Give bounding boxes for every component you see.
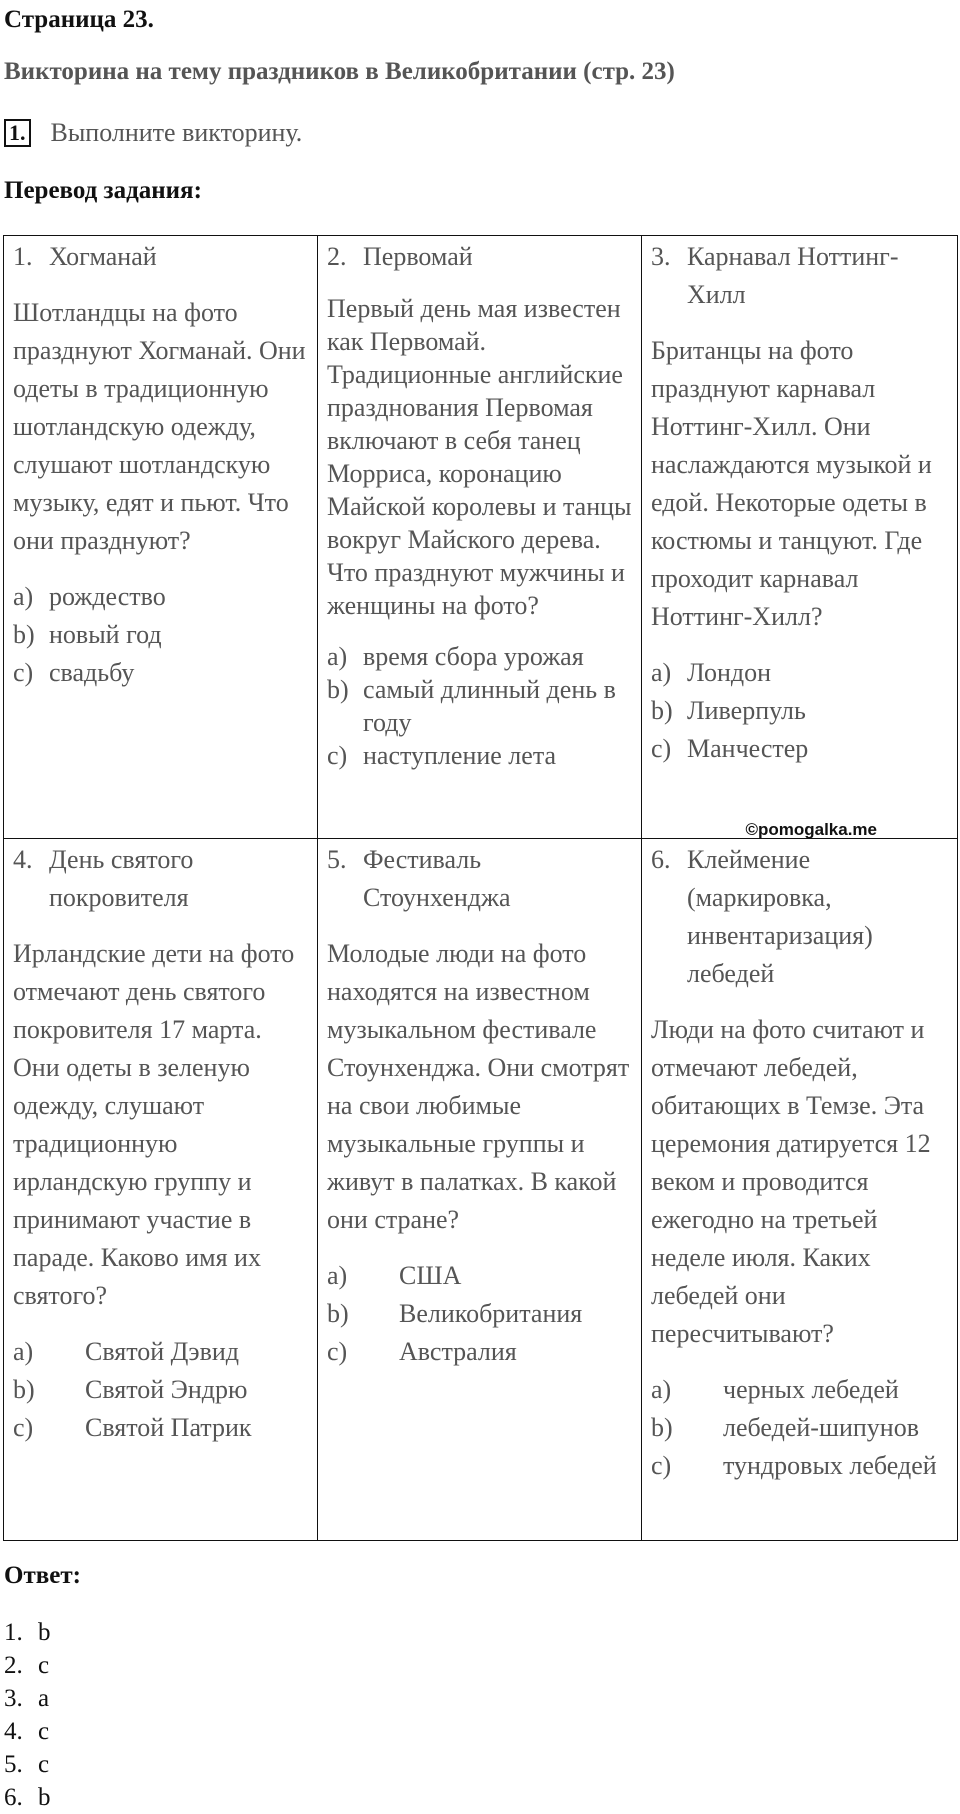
quiz-title: Карнавал Ноттинг-Хилл (687, 242, 899, 309)
option-text: Лондон (687, 658, 772, 687)
answer-item (4, 1715, 51, 1748)
quiz-title: Первомай (363, 242, 473, 271)
quiz-number: 4. (13, 845, 33, 874)
answer-item (4, 1781, 51, 1814)
option-letter: b) (13, 620, 35, 649)
quiz-option (327, 739, 633, 772)
quiz-cell-3 (642, 236, 957, 839)
quiz-option (13, 616, 309, 654)
option-letter: b) (13, 1375, 35, 1404)
quiz-options (13, 578, 309, 692)
answer-item (4, 1649, 51, 1682)
answer-value: c (38, 1652, 50, 1679)
quiz-option (327, 1295, 633, 1333)
option-letter: a) (651, 658, 672, 687)
answer-number: 1. (4, 1619, 23, 1646)
quiz-option (13, 654, 309, 692)
option-text: Австралия (399, 1337, 517, 1366)
option-letter: b) (327, 675, 349, 704)
quiz-heading (13, 839, 309, 917)
option-letter: a) (13, 582, 34, 611)
quiz-cell-2 (318, 236, 642, 839)
quiz-question: Люди на фото считают и отмечают лебедей, обитающих в Темзе. Эта церемония датируется 12 веком и проводится ежегодно на третьей неделе июля. Каких лебедей они пересчитывают? (651, 1015, 931, 1348)
option-text: лебедей-шипунов (723, 1413, 919, 1442)
quiz-option (651, 1371, 949, 1409)
option-letter: b) (651, 696, 673, 725)
section-subtitle: Викторина на тему праздников в Великобритании (стр. 23) (4, 58, 675, 85)
option-text: Святой Дэвид (85, 1337, 239, 1366)
quiz-number: 3. (651, 242, 671, 271)
quiz-option (651, 730, 949, 768)
option-letter: c) (327, 741, 348, 770)
watermark: ©pomogalka.me (745, 820, 877, 839)
quiz-option (651, 1409, 949, 1447)
option-text: самый длинный день в году (363, 675, 616, 737)
option-text: время сбора урожая (363, 642, 584, 671)
quiz-cell-6 (642, 839, 957, 1540)
quiz-title: Фестиваль Стоунхенджа (363, 845, 511, 912)
quiz-title: Хогманай (49, 242, 157, 271)
quiz-heading (13, 236, 309, 276)
option-letter: c) (13, 1413, 34, 1442)
answer-number: 2. (4, 1652, 23, 1679)
option-text: рождество (49, 582, 166, 611)
option-letter: c) (13, 658, 34, 687)
answer-number: 6. (4, 1784, 23, 1811)
translation-label: Перевод задания: (4, 177, 202, 204)
answer-number: 4. (4, 1718, 23, 1745)
quiz-question: Британцы на фото празднуют карнавал Ноттинг-Хилл. Они наслаждаются музыкой и едой. Некоторые одеты в костюмы и танцуют. Где проходит карнавал Ноттинг-Хилл? (651, 336, 932, 631)
answer-list (4, 1616, 51, 1814)
option-text: новый год (49, 620, 162, 649)
task-number-box: 1. (4, 119, 31, 147)
quiz-title: День святого покровителя (49, 845, 194, 912)
quiz-cell-4 (4, 839, 318, 1540)
option-text: Святой Патрик (85, 1413, 252, 1442)
quiz-question: Молодые люди на фото находятся на известном музыкальном фестивале Стоунхенджа. Они смотрят на свои любимые музыкальные группы и живут в палатках. В какой они стране? (327, 939, 630, 1234)
quiz-title: Клеймение (маркировка, инвентаризация) лебедей (687, 845, 873, 988)
quiz-cell-1 (4, 236, 318, 839)
quiz-number: 5. (327, 845, 347, 874)
quiz-options (651, 1371, 949, 1485)
option-text: Ливерпуль (687, 696, 806, 725)
option-letter: b) (651, 1413, 673, 1442)
answer-item (4, 1748, 51, 1781)
quiz-option (651, 692, 949, 730)
option-letter: a) (13, 1337, 34, 1366)
quiz-options (327, 640, 633, 772)
quiz-options (327, 1257, 633, 1371)
quiz-option (13, 1371, 309, 1409)
quiz-heading (651, 839, 949, 993)
quiz-option (327, 1333, 633, 1371)
option-text: тундровых лебедей (723, 1451, 937, 1480)
option-text: Великобритания (399, 1299, 583, 1328)
answer-value: b (38, 1784, 51, 1811)
option-text: черных лебедей (723, 1375, 899, 1404)
quiz-question: Первый день мая известен как Первомай. Традиционные английские празднования Первомая включают в себя танец Морриса, коронацию Майской королевы и танцы вокруг Майского дерева. Что празднуют мужчины и женщины на фото? (327, 294, 632, 620)
option-text: наступление лета (363, 741, 557, 770)
quiz-number: 6. (651, 845, 671, 874)
quiz-heading (327, 839, 633, 917)
quiz-heading (651, 236, 949, 314)
answer-number: 3. (4, 1685, 23, 1712)
option-text: США (399, 1261, 462, 1290)
answer-value: c (38, 1718, 50, 1745)
quiz-cell-5 (318, 839, 642, 1540)
option-letter: c) (651, 734, 672, 763)
option-letter: a) (327, 1261, 348, 1290)
option-letter: c) (327, 1337, 348, 1366)
quiz-options (13, 1333, 309, 1447)
answer-number: 5. (4, 1751, 23, 1778)
page-title: Страница 23. (4, 6, 154, 33)
answer-value: a (38, 1685, 50, 1712)
option-text: Святой Эндрю (85, 1375, 248, 1404)
quiz-option (327, 640, 633, 673)
quiz-table (3, 235, 958, 1541)
quiz-option (651, 1447, 949, 1485)
quiz-option (13, 1333, 309, 1371)
task-line (4, 118, 302, 148)
option-text: Манчестер (687, 734, 809, 763)
quiz-question: Шотландцы на фото празднуют Хогманай. Они одеты в традиционную шотландскую одежду, слушают шотландскую музыку, едят и пьют. Что они празднуют? (13, 298, 306, 555)
option-letter: b) (327, 1299, 349, 1328)
quiz-question: Ирландские дети на фото отмечают день святого покровителя 17 марта. Они одеты в зеленую одежду, слушают традиционную ирландскую группу и принимают участие в параде. Каково имя их святого? (13, 939, 295, 1310)
quiz-number: 1. (13, 242, 33, 271)
quiz-option (327, 1257, 633, 1295)
option-letter: c) (651, 1451, 672, 1480)
option-text: свадьбу (49, 658, 135, 687)
answer-value: c (38, 1751, 50, 1778)
quiz-option (327, 673, 633, 739)
option-letter: a) (651, 1375, 672, 1404)
answer-value: b (38, 1619, 51, 1646)
task-text: Выполните викторину. (50, 118, 303, 147)
option-letter: a) (327, 642, 348, 671)
quiz-option (13, 578, 309, 616)
answer-label: Ответ: (4, 1562, 81, 1589)
answer-item (4, 1616, 51, 1649)
quiz-option (13, 1409, 309, 1447)
quiz-options (651, 654, 949, 768)
quiz-heading (327, 236, 633, 276)
answer-item (4, 1682, 51, 1715)
quiz-option (651, 654, 949, 692)
quiz-number: 2. (327, 242, 347, 271)
